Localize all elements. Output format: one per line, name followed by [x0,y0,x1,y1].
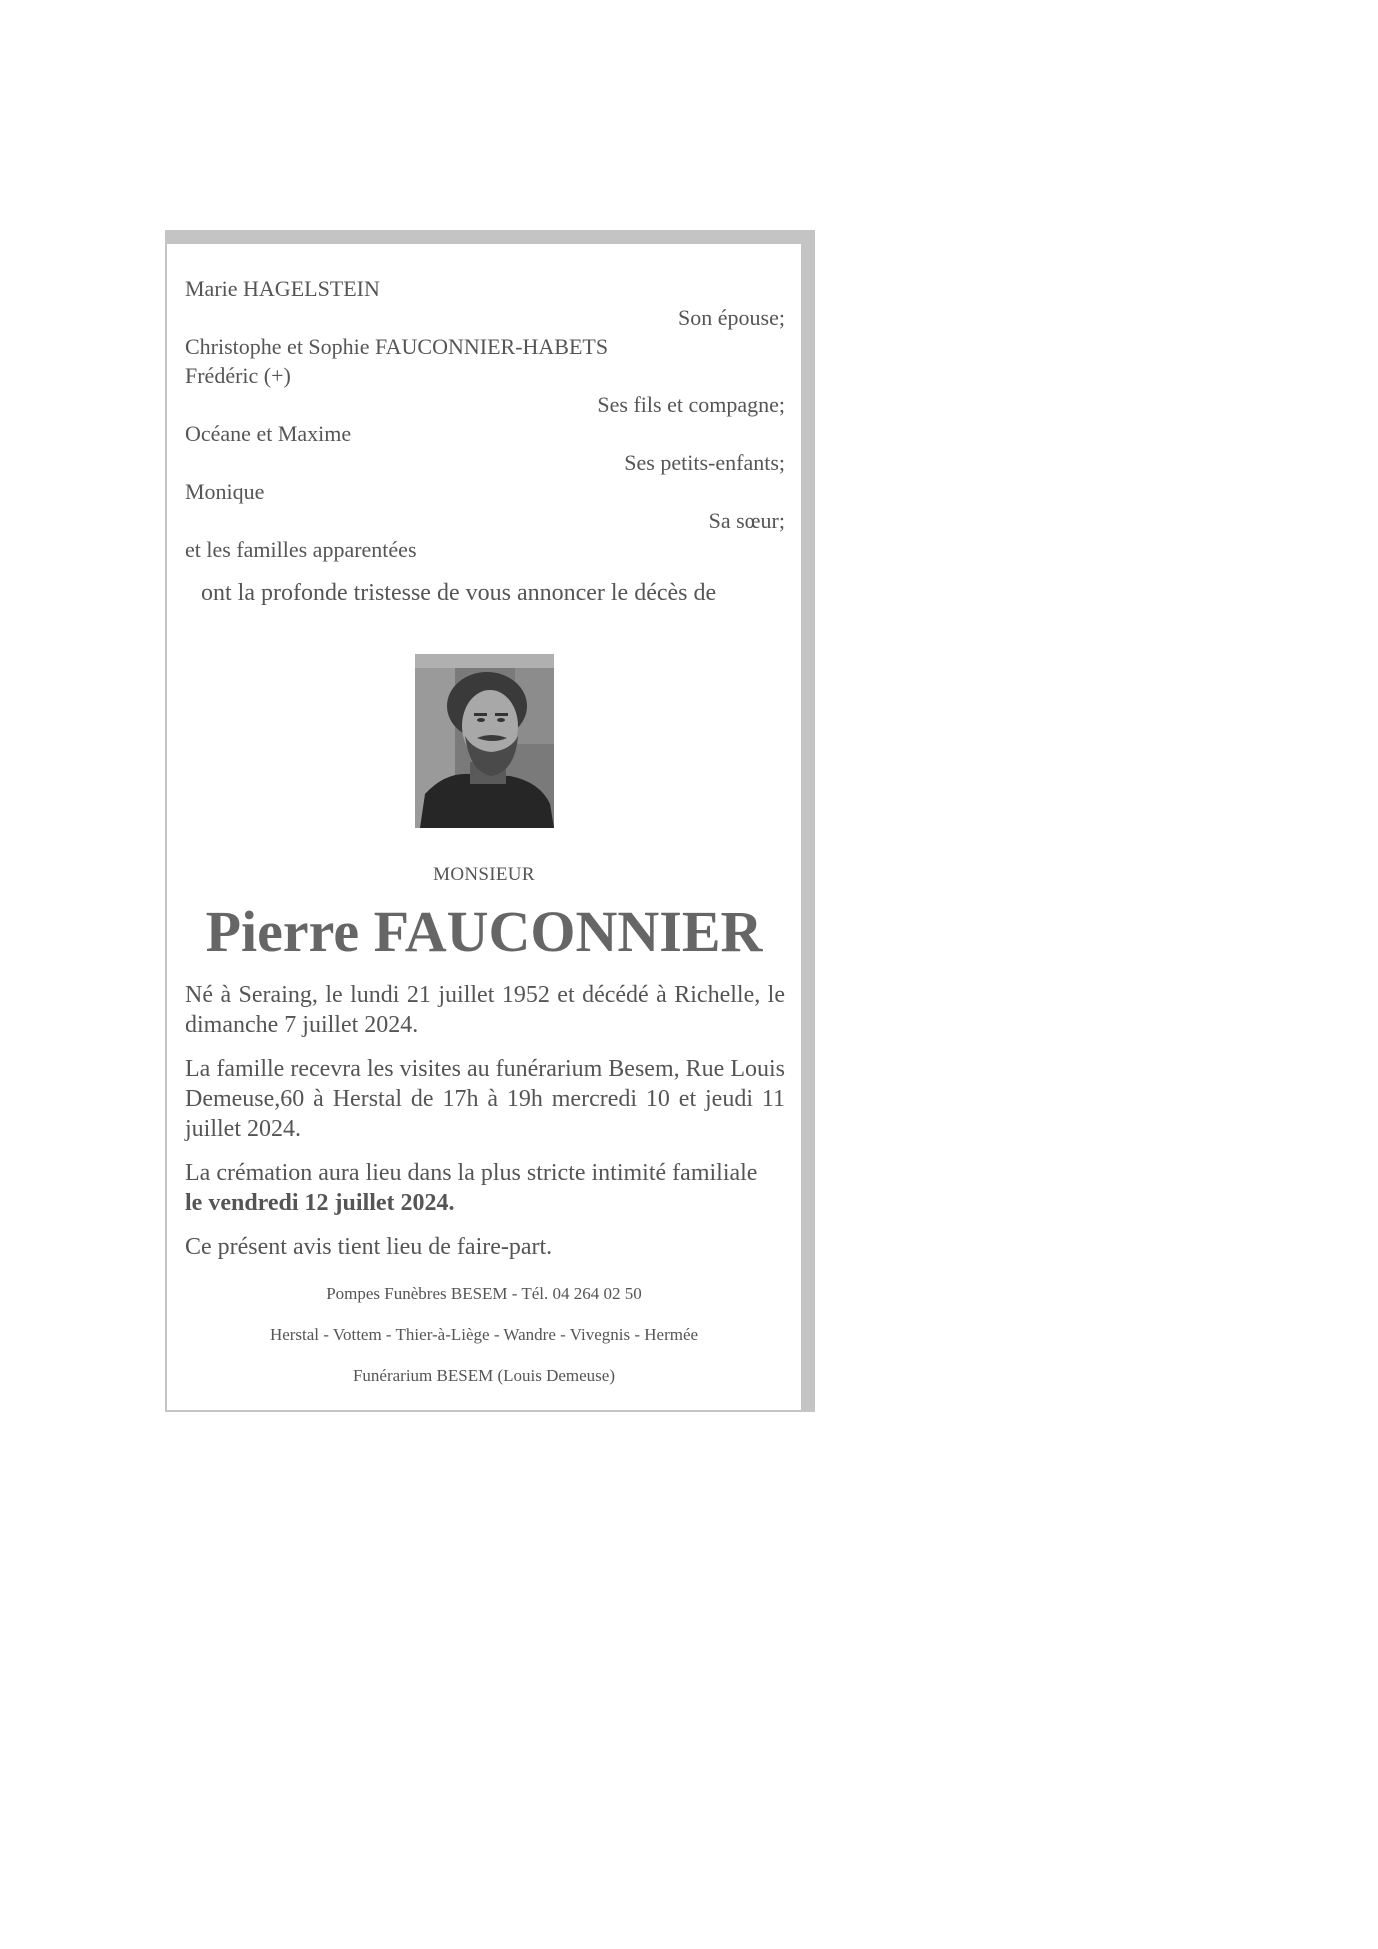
deceased-title: MONSIEUR [433,864,535,885]
funerarium-line: Funérarium BESEM (Louis Demeuse) [352,1366,616,1385]
sister-role: Sa sœur; [708,508,785,533]
relatives-line: et les familles apparentées [185,537,417,562]
obituary-card [165,230,815,1412]
spouse-role: Son épouse; [678,305,785,330]
cremation-paragraph [185,1158,785,1218]
spouse-name: Marie HAGELSTEIN [185,276,380,301]
sons-line-2: Frédéric (+) [185,363,291,388]
family-list [185,274,785,608]
funeral-home-line: Pompes Funèbres BESEM - Tél. 04 264 02 50 [326,1284,642,1303]
deceased-name: Pierre FAUCONNIER [205,899,763,964]
grandchildren-role: Ses petits-enfants; [624,450,785,475]
sons-line-1: Christophe et Sophie FAUCONNIER-HABETS [185,334,609,359]
cremation-date: le vendredi 12 juillet 2024. [185,1190,455,1216]
footer [167,1284,801,1407]
birth-death-text: Né à Seraing, le lundi 21 juillet 1952 et décédé à Richelle, le dimanche 7 juillet 2024. [185,982,785,1038]
sister-name: Monique [185,479,265,504]
notice-text: Ce présent avis tient lieu de faire-part. [185,1234,553,1260]
visits-text: La famille recevra les visites au funérarium Besem, Rue Louis Demeuse,60 à Herstal de 17h à 19h mercredi 10 et jeudi 11 juillet 2024. [185,1056,785,1142]
deceased-photo [415,654,554,828]
sons-role: Ses fils et compagne; [597,392,785,417]
cremation-text: La crémation aura lieu dans la plus stricte intimité familiale [185,1160,758,1186]
announcement-line: ont la profonde tristesse de vous annoncer le décès de [201,580,717,606]
locations-line: Herstal - Vottem - Thier-à-Liège - Wandre - Vivegnis - Hermée [269,1325,699,1344]
obituary-body [185,980,785,1276]
grandchildren-name: Océane et Maxime [185,421,352,446]
